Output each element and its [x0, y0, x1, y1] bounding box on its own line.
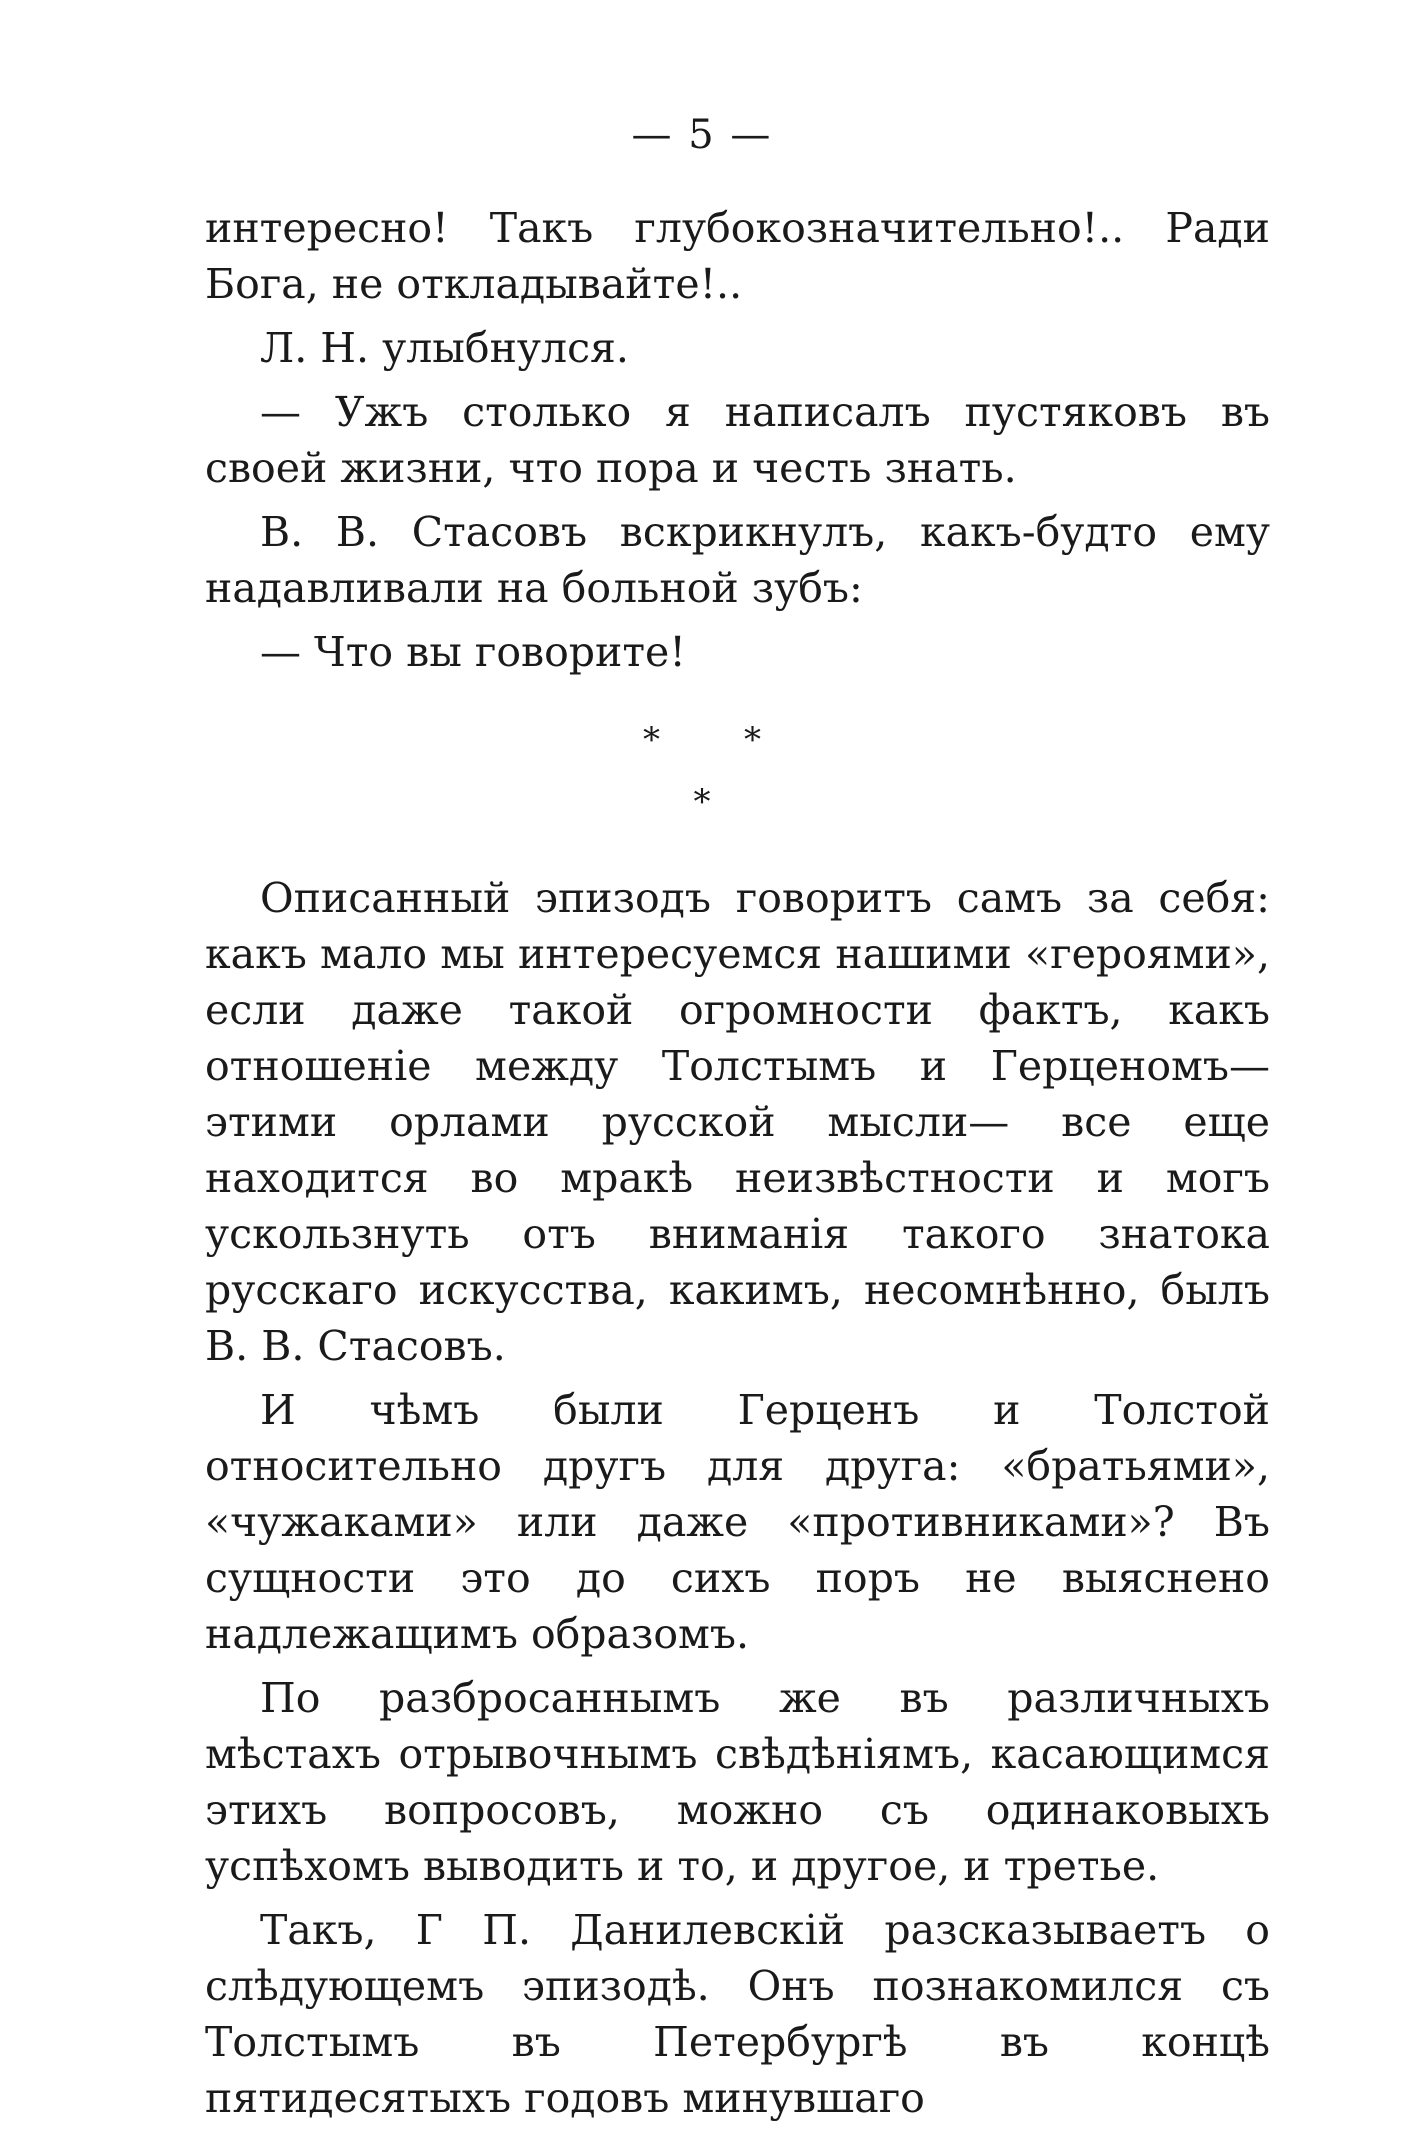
bottom-text-section	[205, 870, 1270, 2134]
paragraph: Л. Н. улыбнулся.	[260, 324, 629, 372]
paragraph: В. В. Стасовъ вскрикнулъ, какъ-будто ему надавливали на больной зубъ:	[205, 508, 1270, 612]
paragraph: — Что вы говорите!	[260, 628, 686, 676]
separator-star-right: *	[744, 720, 761, 760]
separator-star-left: *	[643, 720, 660, 760]
paragraph: Такъ, Г П. Данилевскій разсказываетъ о слѣдующемъ эпизодѣ. Онъ познакомился съ Толстымъ въ Петербургѣ въ концѣ пятидесятыхъ годовъ минувшаго	[205, 1906, 1270, 2122]
section-separator-bottom	[0, 782, 1404, 822]
section-separator	[0, 720, 1404, 760]
separator-star-center: *	[693, 782, 711, 822]
paragraph: И чѣмъ были Герценъ и Толстой относительно другъ для друга: «братьями», «чужаками» или даже «противниками»? Въ сущности это до сихъ поръ не выяснено надлежащимъ образомъ.	[205, 1386, 1270, 1658]
paragraph: По разбросаннымъ же въ различныхъ мѣстахъ отрывочнымъ свѣдѣніямъ, касающимся этихъ вопросовъ, можно съ одинаковыхъ успѣхомъ выводить и то, и другое, и третье.	[205, 1674, 1270, 1890]
paragraph: интересно! Такъ глубокозначительно!.. Ради Бога, не откладывайте!..	[205, 204, 1270, 308]
page-number: — 5 —	[631, 112, 773, 158]
top-text-section	[205, 200, 1270, 688]
paragraph: — Ужъ столько я написалъ пустяковъ въ своей жизни, что пора и честь знать.	[205, 388, 1270, 492]
paragraph: Описанный эпизодъ говоритъ самъ за себя: какъ мало мы интересуемся нашими «героями», если даже такой огромности фактъ, какъ отношеніе между Толстымъ и Герценомъ—этими орлами русской мысли— все еще находится во мракѣ неизвѣстности и могъ ускользнуть отъ вниманія такого знатока русскаго искусства, какимъ, несомнѣнно, былъ В. В. Стасовъ.	[205, 874, 1270, 1370]
